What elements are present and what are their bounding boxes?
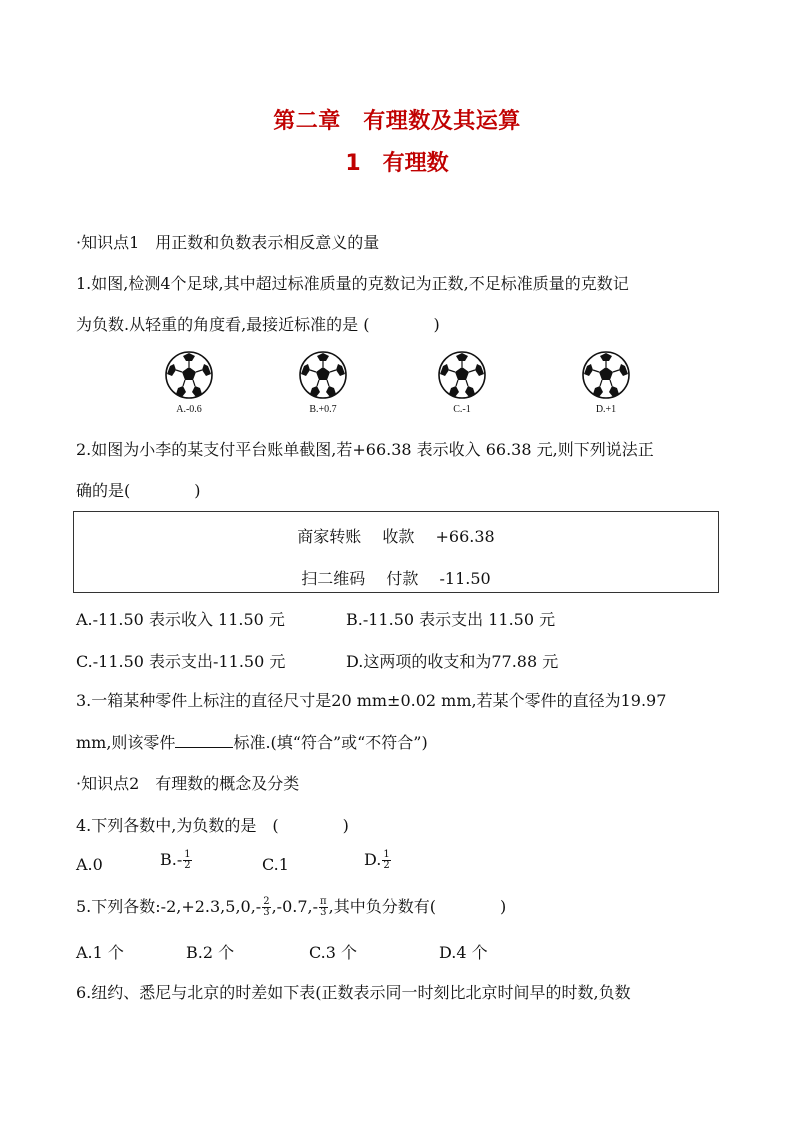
ball-d — [576, 350, 636, 415]
q5-stem — [76, 896, 506, 918]
q5-option-d: D.4 个 — [439, 943, 488, 962]
q4-option-c: C.1 — [262, 855, 289, 874]
section-name: 有理数 — [382, 151, 449, 176]
q4-option-a: A.0 — [76, 855, 103, 874]
bill-row-income-type: 收款 — [382, 527, 415, 546]
q4-option-b-fraction: $\frac{1}{2}$ — [184, 849, 191, 871]
soccer-ball-icon — [298, 350, 348, 400]
ball-a-label: A.-0.6 — [176, 404, 202, 415]
ball-c-label: C.-1 — [453, 404, 471, 415]
q3-answer-blank[interactable] — [175, 733, 233, 748]
q4-stem: 4.下列各数中,为负数的是 ( ) — [76, 816, 349, 835]
q4-option-b-label: B.- — [160, 850, 183, 869]
bill-row-income — [74, 524, 718, 547]
q3-line2-pre: mm,则该零件 — [76, 733, 176, 752]
bill-box — [73, 511, 719, 593]
soccer-ball-icon — [164, 350, 214, 400]
ball-d-label: D.+1 — [595, 404, 617, 415]
q6-line1: 6.纽约、悉尼与北京的时差如下表(正数表示同一时刻比北京时间早的时数,负数 — [76, 983, 631, 1002]
q5-fraction-pi-3: $\frac{\pi}{3}$ — [320, 896, 327, 918]
q2-option-b: B.-11.50 表示支出 11.50 元 — [346, 610, 556, 629]
ball-b — [293, 350, 353, 415]
q5-stem-post: ,其中负分数有( ) — [328, 897, 507, 916]
ball-a — [159, 350, 219, 415]
ball-c — [432, 350, 492, 415]
bill-row-income-source: 商家转账 — [297, 527, 362, 546]
q2-option-a: A.-11.50 表示收入 11.50 元 — [76, 610, 285, 629]
bill-row-payment — [74, 566, 718, 589]
q3-line2-post: 标准.(填“符合”或“不符合”) — [233, 733, 428, 752]
q5-fraction-2-3: $\frac{2}{3}$ — [263, 896, 270, 918]
q4-option-d — [364, 850, 392, 871]
q5-stem-pre: 5.下列各数:-2,+2.3,5,0,- — [76, 897, 262, 916]
q4-option-d-label: D. — [364, 850, 382, 869]
q2-line2: 确的是( ) — [76, 481, 201, 500]
knowledge-point-2: ·知识点2 有理数的概念及分类 — [76, 774, 300, 793]
knowledge-point-1: ·知识点1 用正数和负数表示相反意义的量 — [76, 233, 380, 252]
section-number: 1 — [345, 151, 361, 176]
bill-row-payment-type: 付款 — [386, 569, 419, 588]
bill-row-payment-source: 扫二维码 — [301, 569, 366, 588]
soccer-ball-icon — [581, 350, 631, 400]
chapter-title: 第二章 有理数及其运算 — [273, 109, 521, 134]
q5-option-a: A.1 个 — [76, 943, 124, 962]
q5-option-b: B.2 个 — [186, 943, 235, 962]
q2-line1: 2.如图为小李的某支付平台账单截图,若+66.38 表示收入 66.38 元,则下列说法正 — [76, 440, 654, 459]
q3-line1: 3.一箱某种零件上标注的直径尺寸是20 mm±0.02 mm,若某个零件的直径为19.97 — [76, 691, 667, 710]
q2-option-d: D.这两项的收支和为77.88 元 — [346, 652, 559, 671]
bill-row-income-amount: +66.38 — [435, 527, 495, 546]
q5-stem-mid: ,-0.7,- — [271, 897, 319, 916]
q4-option-b — [160, 850, 193, 871]
q1-line2: 为负数.从轻重的角度看,最接近标准的是 ( ) — [76, 315, 440, 334]
q3-line2 — [76, 732, 428, 754]
bill-row-payment-amount: -11.50 — [439, 569, 491, 588]
q5-option-c: C.3 个 — [309, 943, 358, 962]
section-title — [0, 146, 794, 177]
ball-b-label: B.+0.7 — [309, 404, 337, 415]
q1-line1: 1.如图,检测4个足球,其中超过标准质量的克数记为正数,不足标准质量的克数记 — [76, 274, 629, 293]
q4-option-d-fraction: $\frac{1}{2}$ — [383, 849, 390, 871]
soccer-ball-icon — [437, 350, 487, 400]
q2-option-c: C.-11.50 表示支出-11.50 元 — [76, 652, 286, 671]
